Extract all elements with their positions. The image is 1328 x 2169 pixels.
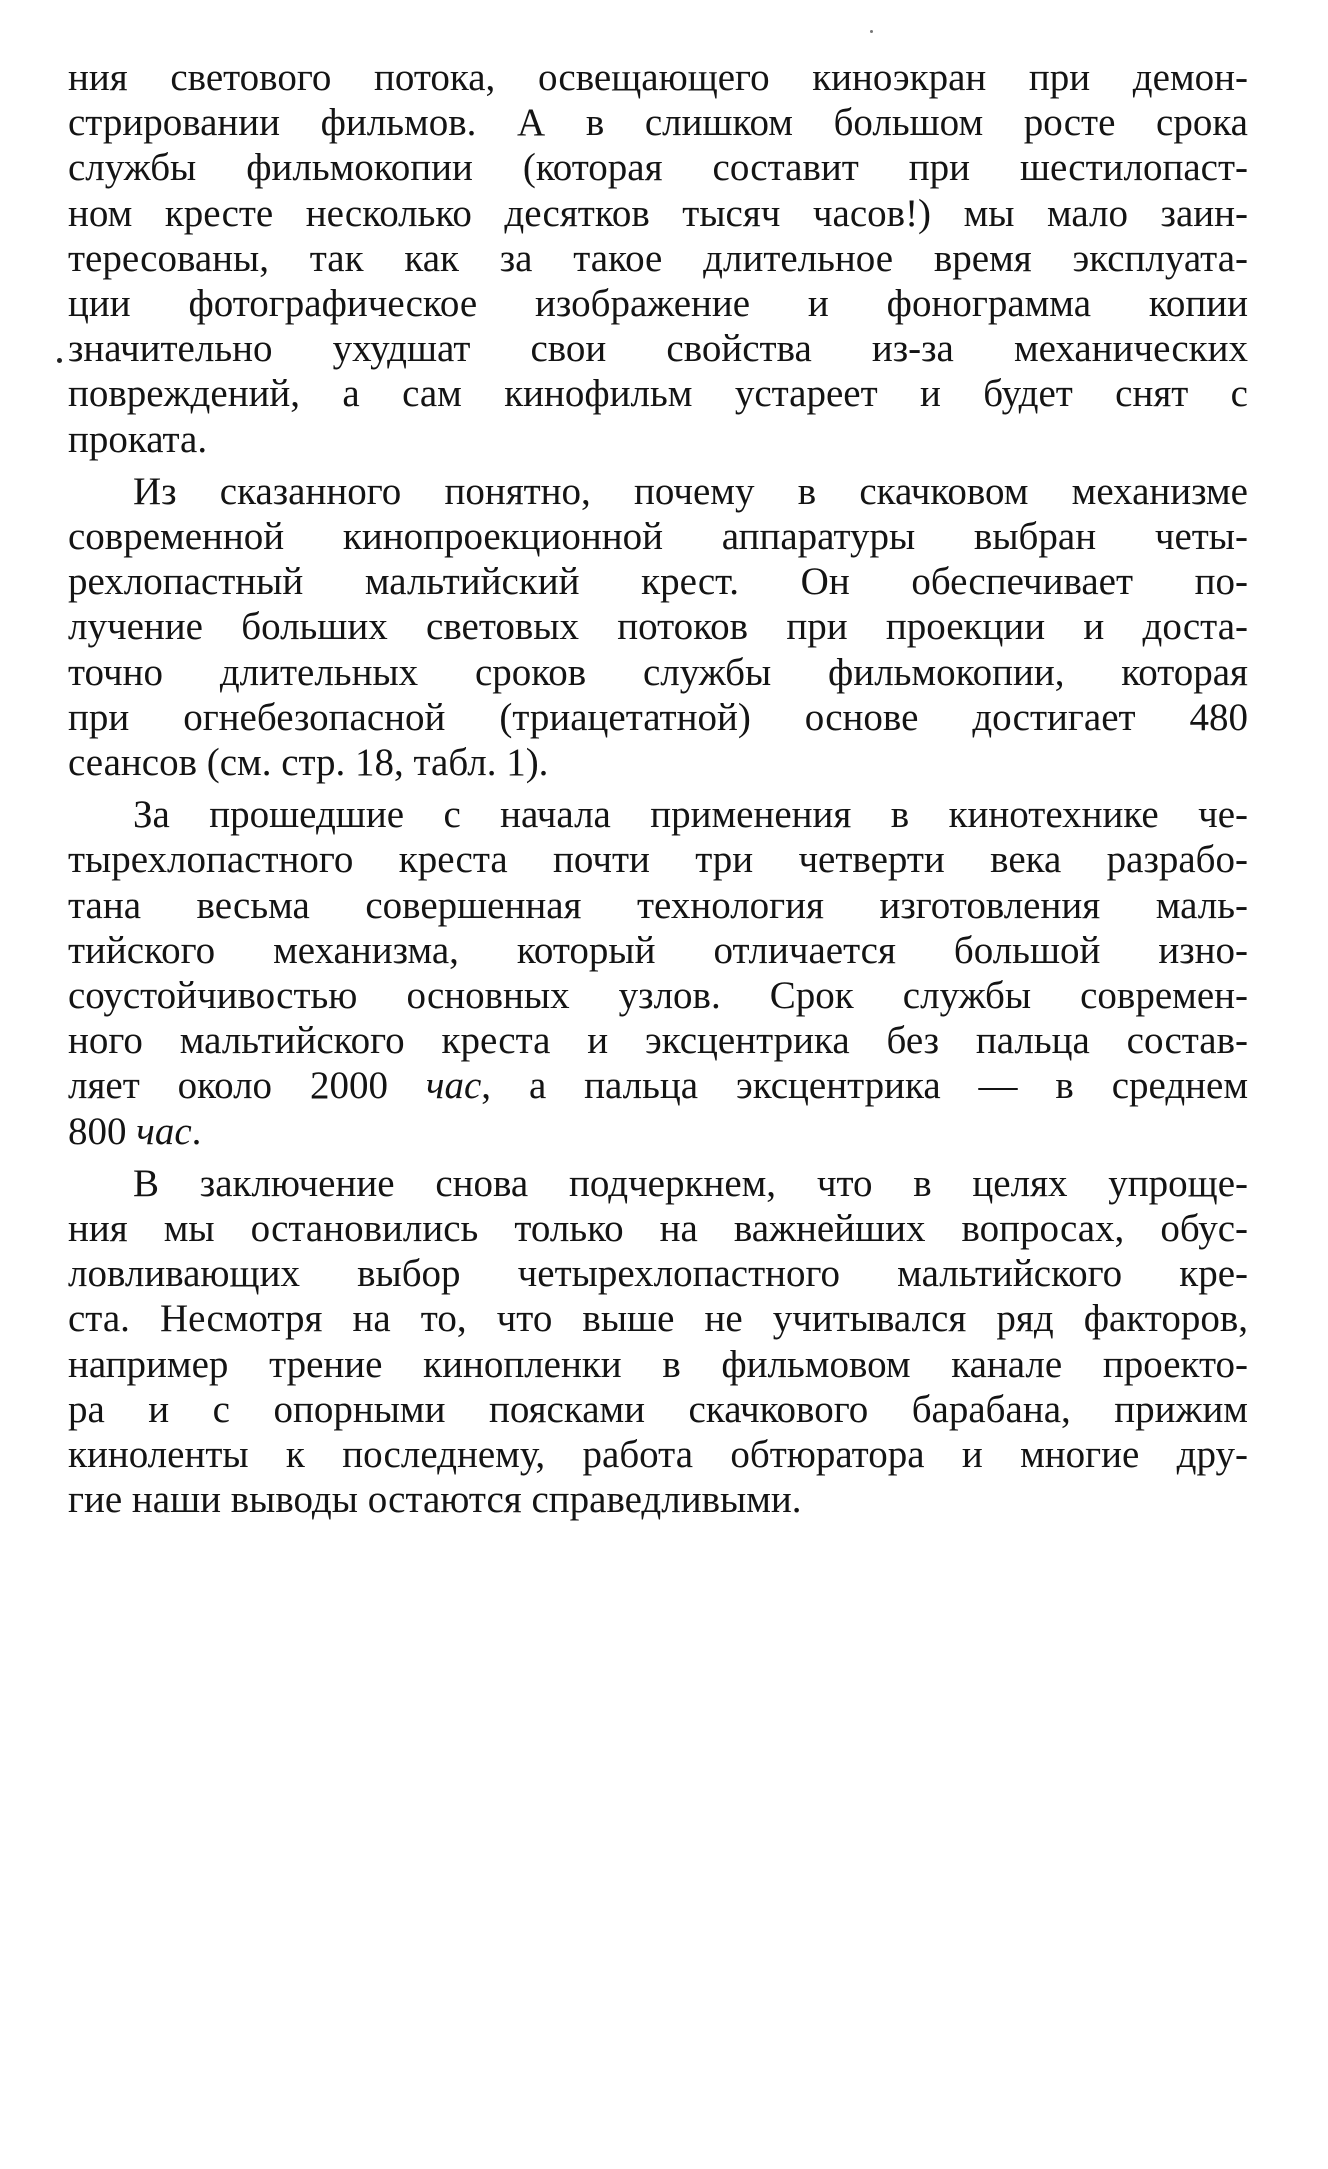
text-line: 800 час.	[68, 1109, 202, 1153]
text-line: проката.	[68, 417, 208, 461]
text-line: ном кресте несколько десятков тысяч часов!) мы мало заин-	[68, 191, 1248, 235]
text-line: ловливающих выбор четырехлопастного мальтийского кре-	[68, 1252, 1248, 1296]
text-line: ния мы остановились только на важнейших вопросах, обус-	[68, 1207, 1248, 1251]
text-line: ра и с опорными поясками скачкового барабана, прижим	[68, 1387, 1248, 1431]
text-line: сеансов (см. стр. 18, табл. 1).	[68, 741, 549, 785]
paragraph-1	[68, 55, 1248, 462]
paragraph-2	[68, 469, 1248, 785]
text-line: ции фотографическое изображение и фонограмма копии	[68, 282, 1248, 326]
text-line: тана весьма совершенная технология изготовления маль-	[68, 883, 1248, 927]
text-line: рехлопастный мальтийский крест. Он обеспечивает по-	[68, 560, 1248, 604]
text-line: соустойчивостью основных узлов. Срок службы современ-	[68, 974, 1248, 1018]
text-line: ляет около 2000 час, а пальца эксцентрика — в среднем	[68, 1064, 1249, 1108]
text-line: точно длительных сроков службы фильмокопии, которая	[68, 650, 1248, 694]
text-line: при огнебезопасной (триацетатной) основе достигает 480	[68, 695, 1248, 739]
text-line: повреждений, а сам кинофильм устареет и будет снят с	[68, 372, 1248, 416]
text-line: тырехлопастного креста почти три четверти века разрабо-	[68, 838, 1248, 882]
text-line: тийского механизма, который отличается большой изно-	[68, 928, 1248, 972]
text-line: стрировании фильмов. А в слишком большом росте срока	[68, 101, 1248, 145]
paragraph-4	[68, 1161, 1248, 1523]
text-line: например трение кинопленки в фильмовом канале проекто-	[68, 1342, 1248, 1386]
text-line: В заключение снова подчеркнем, что в целях упроще-	[133, 1161, 1248, 1205]
text-line: службы фильмокопии (которая составит при шестилопаст-	[68, 146, 1248, 190]
paragraph-3	[68, 792, 1248, 1154]
text-line: лучение больших световых потоков при проекции и доста-	[68, 605, 1248, 649]
page-body	[68, 55, 1248, 1530]
print-speck	[870, 30, 873, 33]
text-line: современной кинопроекционной аппаратуры выбран четы-	[68, 515, 1248, 559]
text-line: значительно ухудшат свои свойства из-за механических	[68, 327, 1248, 371]
text-line: ния светового потока, освещающего киноэкран при демон-	[68, 56, 1248, 99]
margin-mark	[57, 358, 62, 363]
text-line: ного мальтийского креста и эксцентрика без пальца состав-	[68, 1019, 1248, 1063]
text-line: гие наши выводы остаются справедливыми.	[68, 1478, 802, 1522]
text-line: тересованы, так как за такое длительное время эксплуата-	[68, 236, 1248, 280]
text-line: киноленты к последнему, работа обтюратора и многие дру-	[68, 1433, 1248, 1477]
text-line: ста. Несмотря на то, что выше не учитывался ряд факторов,	[68, 1297, 1248, 1341]
text-line: Из сказанного понятно, почему в скачковом механизме	[133, 469, 1248, 513]
text-line: За прошедшие с начала применения в кинотехнике че-	[133, 793, 1248, 837]
